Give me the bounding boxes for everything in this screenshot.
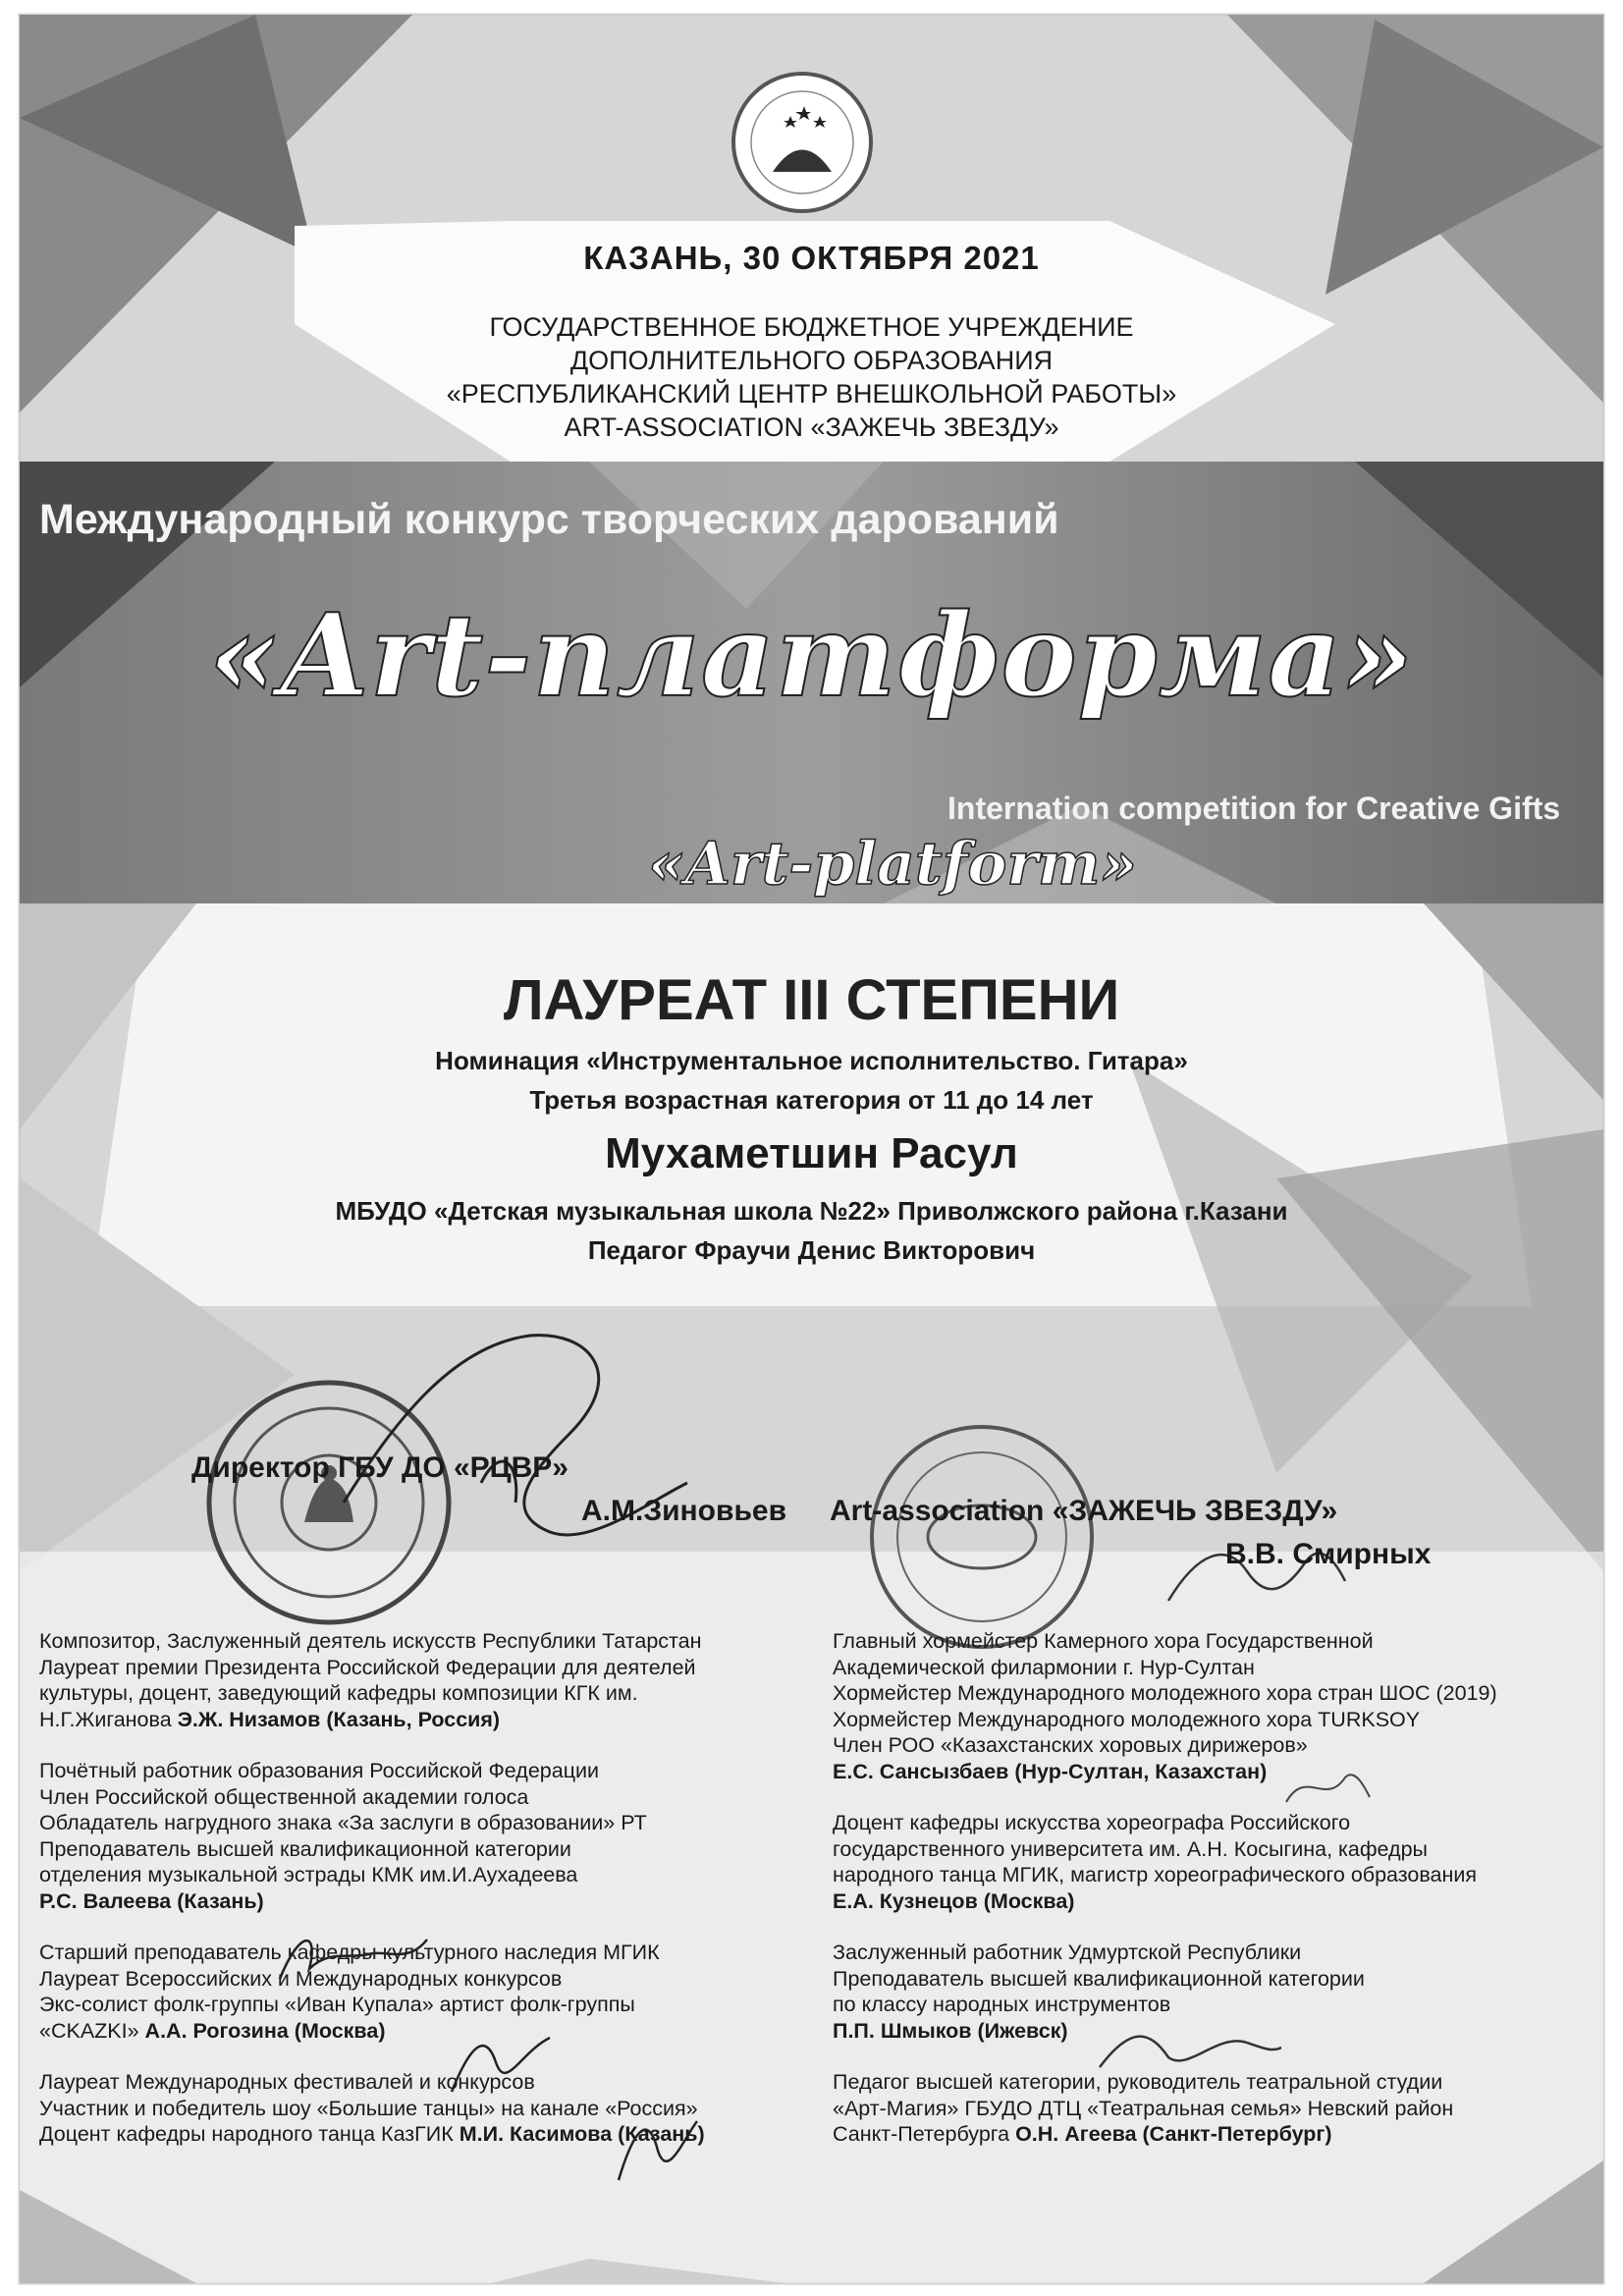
jury-line: Старший преподаватель кафедры культурного наследия МГИК (39, 1941, 660, 1964)
art-association-logo (729, 69, 876, 216)
competition-title: «Art-платформа» (208, 589, 1415, 723)
jury-line: Обладатель нагрудного знака «За заслуги в образовании» РТ (39, 1811, 647, 1834)
jury-line: Член Российской общественной академии голоса (39, 1784, 529, 1809)
jury-line: Преподаватель высшей квалификационной категории (833, 1966, 1365, 1991)
organizer-line: ДОПОЛНИТЕЛЬНОГО ОБРАЗОВАНИЯ (569, 346, 1054, 375)
organizer-line: ART-ASSOCIATION «ЗАЖЕЧЬ ЗВЕЗДУ» (564, 412, 1059, 442)
jury-line: Участник и победитель шоу «Большие танцы» на канале «Россия» (39, 2096, 698, 2120)
director-name: А.М.Зиновьев (581, 1495, 787, 1527)
organizer-block (0, 310, 1623, 444)
sansyzbaev-signature (1276, 1758, 1375, 1817)
jury-line: Лауреат премии Президента Российской Федерации для деятелей (39, 1655, 696, 1679)
director-title: Директор ГБУ ДО «РЦВР» (191, 1451, 568, 1484)
jury-line: Заслуженный работник Удмуртской Республики (833, 1941, 1302, 1964)
jury-member-name: Е.С. Сансызбаев (Нур-Султан, Казахстан) (833, 1759, 1268, 1783)
jury-line: Хормейстер Международного молодежного хора TURKSOY (833, 1707, 1421, 1731)
jury-line: Лауреат Всероссийских и Международных конкурсов (39, 1966, 563, 1991)
organizer-line: ГОСУДАРСТВЕННОЕ БЮДЖЕТНОЕ УЧРЕЖДЕНИЕ (489, 312, 1134, 342)
valeeva-signature (270, 1920, 437, 1998)
kasimova-signature (609, 2102, 707, 2190)
jury-line: Главный хормейстер Камерного хора Государственной (833, 1629, 1374, 1653)
jury-line: Санкт-Петербурга (833, 2122, 1016, 2146)
jury-line: отделения музыкальной эстрады КМК им.И.Аухадеева (39, 1863, 578, 1886)
jury-member-name: А.А. Рогозина (Москва) (144, 2018, 386, 2043)
jury-member-name: Е.А. Кузнецов (Москва) (833, 1888, 1075, 1913)
jury-member-name: О.Н. Агеева (Санкт-Петербург) (1015, 2122, 1332, 2146)
jury-entry (39, 1758, 785, 1914)
recipient-name: Мухаметшин Расул (605, 1129, 1018, 1177)
jury-line: Академической филармонии г. Нур-Султан (833, 1655, 1255, 1679)
event-date: КАЗАНЬ, 30 ОКТЯБРЯ 2021 (583, 240, 1040, 276)
jury-left-column (39, 1628, 785, 2173)
shmykov-signature (1090, 2013, 1286, 2082)
jury-line: государственного университета им. А.Н. Косыгина, кафедры (833, 1836, 1428, 1861)
competition-name-en: Internation competition for Creative Gifts (947, 791, 1561, 826)
organizer-line: «РЕСПУБЛИКАНСКИЙ ЦЕНТР ВНЕШКОЛЬНОЙ РАБОТЫ» (446, 379, 1177, 409)
association-head-name: В.В. Смирных (1225, 1538, 1432, 1570)
competition-name-ru: Международный конкурс творческих дарований (39, 496, 1059, 543)
jury-line: Н.Г.Жиганова (39, 1707, 178, 1731)
jury-line: Педагог высшей категории, руководитель театральной студии (833, 2070, 1443, 2094)
jury-right-column (833, 1628, 1579, 2173)
jury-line: «Арт-Магия» ГБУДО ДТЦ «Театральная семья» Невский район (833, 2096, 1454, 2120)
jury-line: Член РОО «Казахстанских хоровых дирижеров» (833, 1733, 1308, 1757)
nomination: Номинация «Инструментальное исполнительство. Гитара» (435, 1046, 1188, 1075)
recipient-school: МБУДО «Детская музыкальная школа №22» Приволжского района г.Казани (335, 1196, 1288, 1226)
jury-line: Доцент кафедры искусства хореографа Российского (833, 1811, 1351, 1834)
jury-member-name: П.П. Шмыков (Ижевск) (833, 2018, 1068, 2043)
jury-line: «CKAZKI» (39, 2018, 145, 2043)
jury-member-name: Р.С. Валеева (Казань) (39, 1888, 264, 1913)
jury-entry (39, 1628, 785, 1732)
jury-line: народного танца МГИК, магистр хореографического образования (833, 1863, 1478, 1886)
recipient-teacher: Педагог Фраучи Денис Викторович (587, 1235, 1036, 1265)
association-title: Art-association «ЗАЖЕЧЬ ЗВЕЗДУ» (830, 1495, 1338, 1527)
rogozina-signature (442, 2023, 560, 2102)
competition-subtitle: «Art-platform» (648, 830, 1138, 899)
age-category: Третья возрастная категория от 11 до 14 лет (529, 1085, 1094, 1115)
jury-line: по классу народных инструментов (833, 1993, 1171, 2016)
jury-line: Экс-солист фолк-группы «Иван Купала» артист фолк-группы (39, 1993, 635, 2016)
jury-line: Композитор, Заслуженный деятель искусств Республики Татарстан (39, 1629, 702, 1653)
jury-member-name: Э.Ж. Низамов (Казань, Россия) (177, 1707, 501, 1731)
award-level: ЛАУРЕАТ III СТЕПЕНИ (503, 968, 1120, 1032)
jury-line: Лауреат Международных фестивалей и конкурсов (39, 2070, 535, 2094)
jury-member-name: М.И. Касимова (Казань) (459, 2122, 705, 2146)
jury-line: культуры, доцент, заведующий кафедры композиции КГК им. (39, 1681, 638, 1705)
jury-line: Преподаватель высшей квалификационной категории (39, 1836, 571, 1861)
jury-line: Почётный работник образования Российской Федерации (39, 1759, 600, 1782)
right-round-stamp (864, 1419, 1100, 1655)
jury-entry (833, 1628, 1579, 1784)
jury-entry (833, 1810, 1579, 1914)
jury-line: Хормейстер Международного молодежного хора стран ШОС (2019) (833, 1681, 1497, 1705)
jury-line: Доцент кафедры народного танца КазГИК (39, 2122, 460, 2146)
